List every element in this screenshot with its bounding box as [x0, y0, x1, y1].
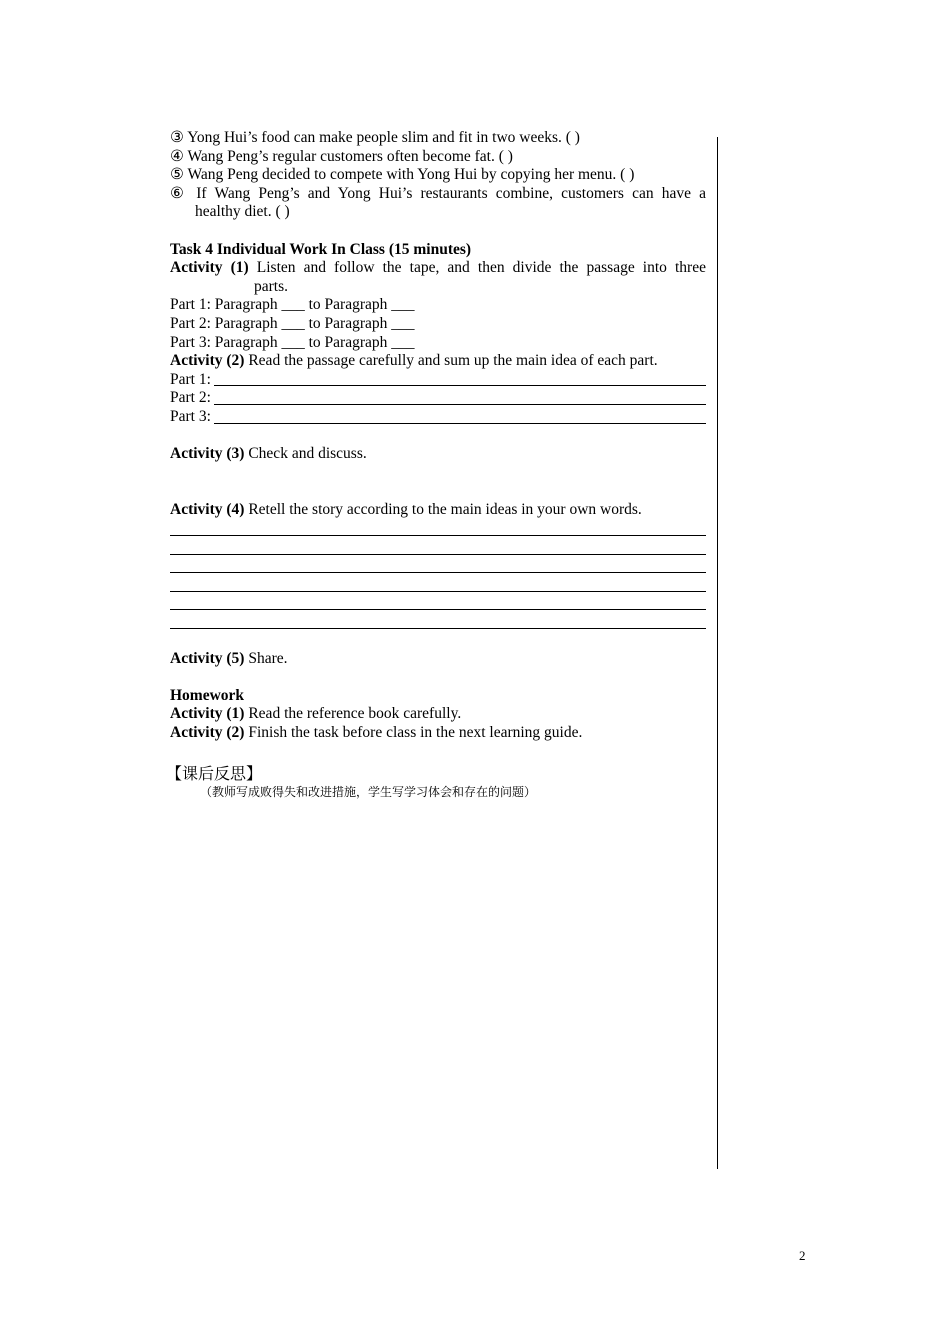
homework-activity2: Activity (2) Finish the task before class in the next learning guide. [170, 724, 583, 741]
tf-item-6-line2: healthy diet. ( ) [195, 203, 290, 221]
page-number: 2 [799, 1248, 806, 1263]
homework-activity1: Activity (1) Read the reference book carefully. [170, 705, 462, 723]
retell-line-3[interactable] [170, 557, 706, 576]
task4-activity1: Activity (1) Listen and follow the tape, and then divide the passage into three [170, 259, 706, 277]
retell-line-2[interactable] [170, 538, 706, 557]
main-idea-line-3[interactable]: Part 3: [170, 408, 706, 427]
margin-rule [717, 137, 718, 1169]
task4-activity3: Activity (3) Check and discuss. [170, 445, 367, 463]
reflection-note: （教师写成败得失和改进措施，学生写学习体会和存在的问题） [200, 784, 537, 799]
reflection-title: 【课后反思】 [166, 764, 263, 784]
part-range-2: Part 2: Paragraph ___ to Paragraph ___ [170, 314, 415, 332]
task4-activity4: Activity (4) Retell the story according to the main ideas in your own words. [170, 500, 642, 518]
part-range-3: Part 3: Paragraph ___ to Paragraph ___ [170, 333, 415, 351]
worksheet-content [166, 129, 706, 800]
task4-activity5: Activity (5) Share. [170, 649, 288, 667]
task4-activity1-cont: parts. [254, 277, 289, 295]
retell-line-6[interactable] [170, 612, 706, 631]
tf-item-4: ④ Wang Peng’s regular customers often become fat. ( ) [170, 147, 513, 165]
main-idea-line-1[interactable]: Part 1: [170, 371, 706, 390]
tf-item-5: ⑤ Wang Peng decided to compete with Yong Hui by copying her menu. ( ) [170, 166, 635, 184]
homework-heading: Homework [170, 686, 245, 704]
task4-activity2: Activity (2) Read the passage carefully and sum up the main idea of each part. [170, 352, 658, 370]
retell-line-5[interactable] [170, 594, 706, 613]
tf-item-3: ③ Yong Hui’s food can make people slim and fit in two weeks. ( ) [170, 129, 580, 146]
task4-heading: Task 4 Individual Work In Class (15 minutes) [170, 240, 472, 258]
tf-item-6-line1: ⑥ If Wang Peng’s and Yong Hui’s restaurants combine, customers can have a [170, 184, 706, 202]
retell-line-1[interactable] [170, 519, 706, 538]
main-idea-line-2[interactable]: Part 2: [170, 389, 706, 408]
part-range-1: Part 1: Paragraph ___ to Paragraph ___ [170, 296, 415, 314]
retell-line-4[interactable] [170, 575, 706, 594]
